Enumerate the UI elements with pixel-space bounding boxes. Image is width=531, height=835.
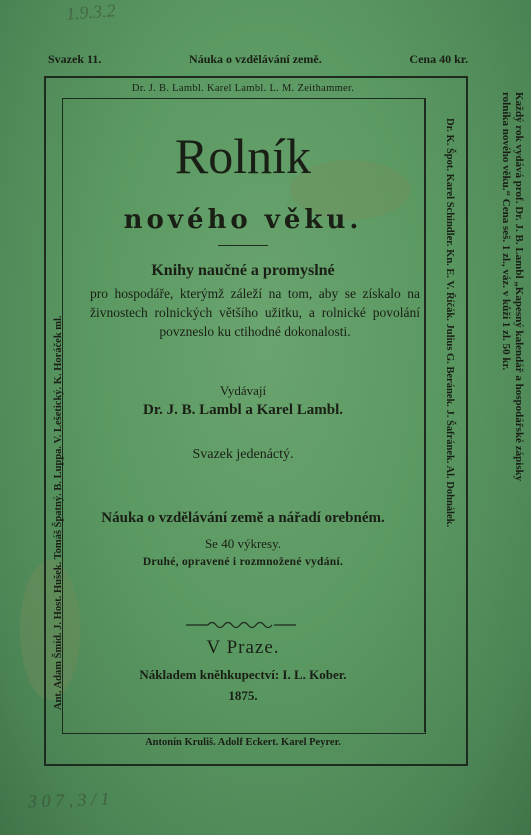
authors-bottom: Antonín Kruliš. Adolf Eckert. Karel Peyrer. <box>145 737 341 748</box>
series-subject: Náuka o vzdělávání země. <box>189 52 322 66</box>
edition-note: Druhé, opravené i rozmnožené vydání. <box>142 556 344 568</box>
book-subtitle: nového věku. <box>123 205 363 235</box>
description: pro hospodáře, kterýmž záleží na tom, aby se získalo na živnostech rolnických většího užitku, a rolnické povolání povzneslo ku ctihodné dokonalosti. <box>90 286 420 339</box>
books-heading: Knihy naučné a promyslné <box>151 262 335 279</box>
volume-number: Svazek jedenáctý. <box>192 447 294 462</box>
publisher-press: Nákladem kněhkupectví: I. L. Kober. <box>139 667 347 682</box>
publishers: Dr. J. B. Lambl a Karel Lambl. <box>142 402 344 418</box>
top-line <box>48 52 468 67</box>
series-number: Svazek 11. <box>48 52 102 66</box>
authors-left: Ant. Adam Šmíd. J. Host. Hušek. Tomáš Špatný. B. Luppa. V. Lešetický. K. Horáček ml. <box>53 315 64 710</box>
year: 1875. <box>228 688 258 703</box>
ornament-divider <box>186 618 296 632</box>
price: Cena 40 kr. <box>409 52 468 66</box>
publishers-label: Vydávají <box>219 383 267 398</box>
side-note-line: Každý rok vydává prof. Dr. J. B. Lambl „Kapesný kalendář a hospodářské zápisky <box>513 92 525 482</box>
right-frame-column <box>424 98 461 732</box>
handwritten-note: 3 0 7 , 3 / 1 <box>27 788 110 812</box>
handwritten-note: 1.9.3.2 <box>65 0 117 24</box>
volume-title: Náuka o vzdělávání země a nářadí orebném. <box>101 510 385 526</box>
place: V Praze. <box>206 637 280 658</box>
side-note <box>499 92 525 792</box>
authors-right: Dr. K. Špot. Karel Schindler. Kn. E. V. Říčák. Julius G. Beránek. J. Šafránek. Al. Dohnálek. <box>444 118 455 528</box>
authors-top: Dr. J. B. Lambl. Karel Lambl. L. M. Zeithammer. <box>131 83 355 94</box>
illustrations-note: Se 40 výkresy. <box>204 536 282 551</box>
divider <box>218 245 268 246</box>
book-title: Rolník <box>174 128 312 184</box>
side-note-line: rolníka nového věku.“ Cena seš. 1 zl., váz. v kůži 1 zl. 50 kr. <box>500 92 512 371</box>
